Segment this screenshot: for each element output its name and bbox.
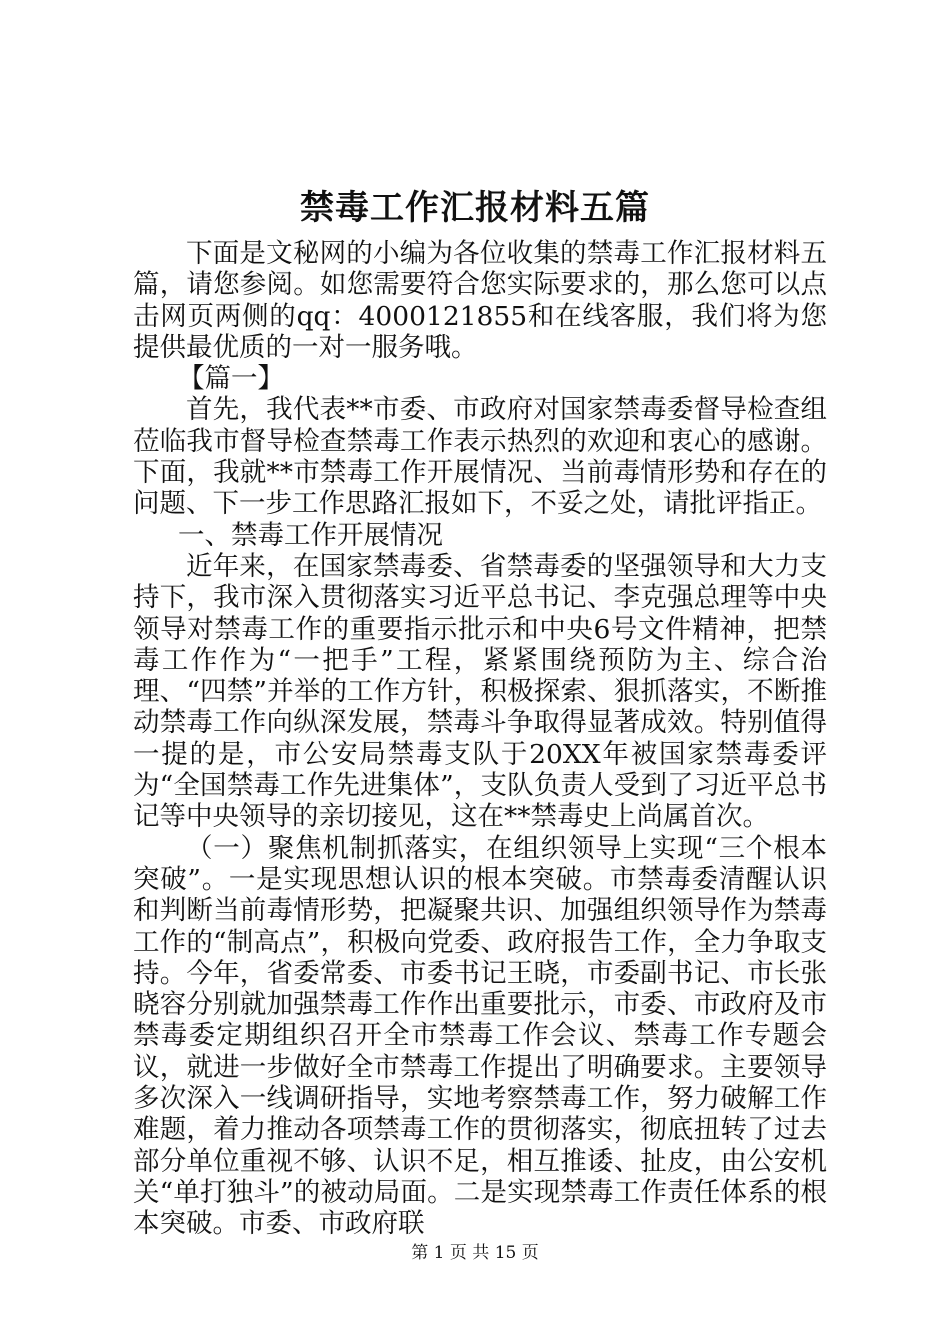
paragraph-mechanism: （一）聚焦机制抓落实，在组织领导上实现“三个根本突破”。一是实现思想认识的根本突破。市禁毒委清醒认识和判断当前毒情形势，把凝聚共识、加强组织领导作为禁毒工作的“制高点”，积极向党委、政府报告工作，全力争取支持。今年，省委常委、市委书记王晓，市委副书记、市长张晓容分别就加强禁毒工作作出重要批示，市委、市政府及市禁毒委定期组织召开全市禁毒工作会议、禁毒工作专题会议，就进一步做好全市禁毒工作提出了明确要求。主要领导多次深入一线调研指导，实地考察禁毒工作，努力破解工作难题，着力推动各项禁毒工作的贯彻落实，彻底扭转了过去部分单位重视不够、认识不足，相互推诿、扯皮，由公安机关“单打独斗”的被动局面。二是实现禁毒工作责任体系的根本突破。市委、市政府联 (133, 832, 827, 1240)
document-title: 禁毒工作汇报材料五篇 (300, 188, 650, 228)
section-heading-part-one: 【篇一】 (178, 363, 285, 395)
page-number-footer: 第 1 页 共 15 页 (411, 1243, 539, 1263)
paragraph-recent-years: 近年来，在国家禁毒委、省禁毒委的坚强领导和大力支持下，我市深入贯彻落实习近平总书记、李克强总理等中央领导对禁毒工作的重要指示批示和中央6号文件精神，把禁毒工作作为“一把手”工程，紧紧围绕预防为主、综合治理、“四禁”并举的工作方针，积极探索、狠抓落实，不断推动禁毒工作向纵深发展，禁毒斗争取得显著成效。特别值得一提的是，市公安局禁毒支队于20XX年被国家禁毒委评为“全国禁毒工作先进集体”，支队负责人受到了习近平总书记等中央领导的亲切接见，这在**禁毒史上尚属首次。 (133, 550, 827, 833)
paragraph-intro: 下面是文秘网的小编为各位收集的禁毒工作汇报材料五篇，请您参阅。如您需要符合您实际要求的，那么您可以点击网页两侧的qq：4000121855和在线客服，我们将为您提供最优质的一对一服务哦。 (133, 238, 827, 363)
paragraph-opening: 首先，我代表**市委、市政府对国家禁毒委督导检查组莅临我市督导检查禁毒工作表示热烈的欢迎和衷心的感谢。下面，我就**市禁毒工作开展情况、当前毒情形势和存在的问题、下一步工作思路汇报如下，不妥之处，请批评指正。 (133, 394, 827, 520)
section-heading-work-status: 一、禁毒工作开展情况 (178, 519, 444, 551)
document-body (133, 238, 827, 1240)
